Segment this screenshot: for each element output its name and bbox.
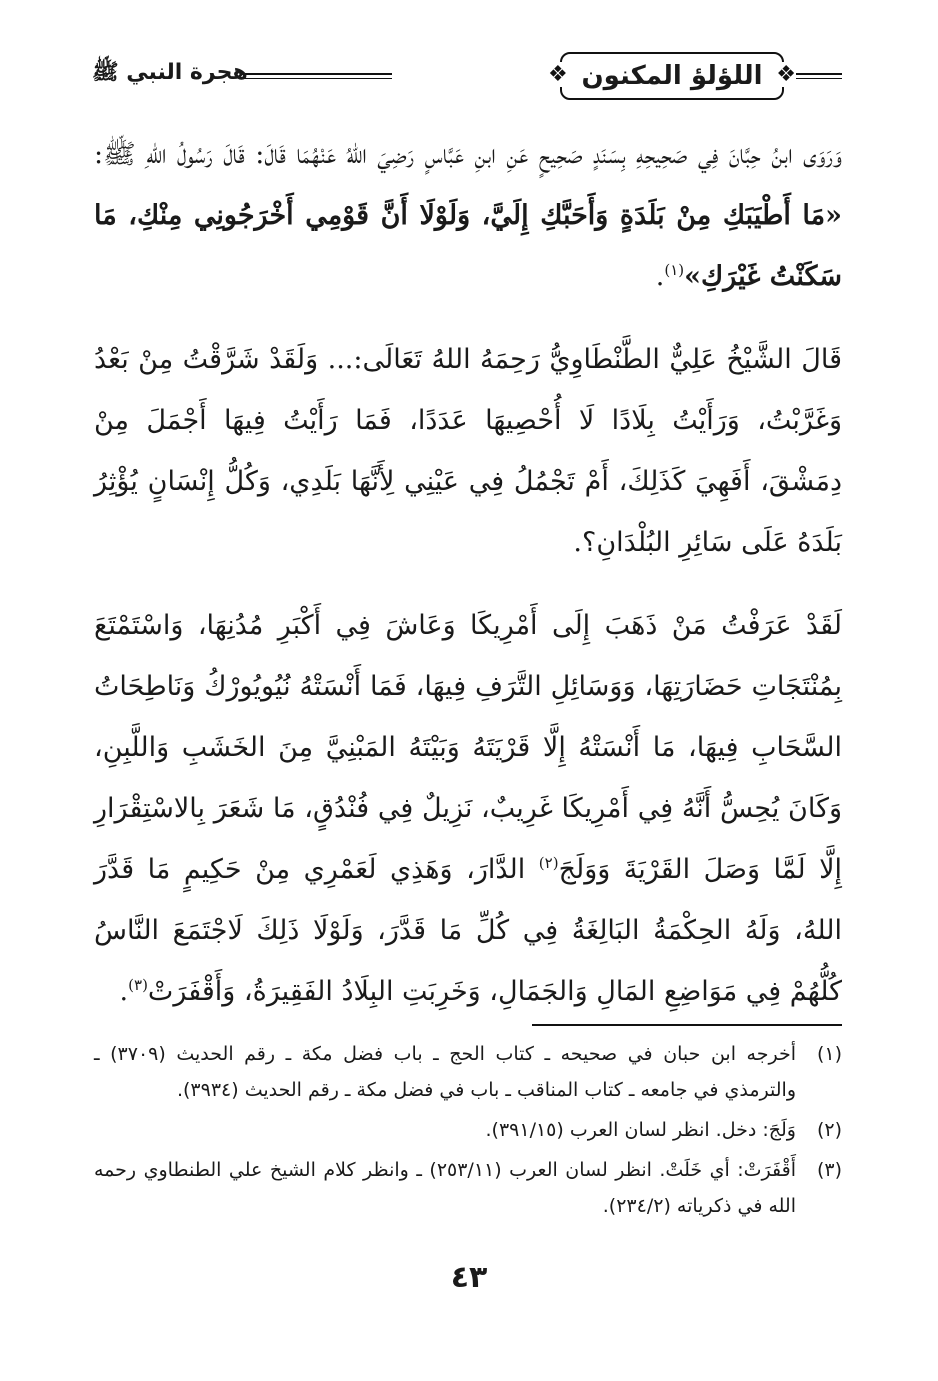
footnote-1 xyxy=(94,1036,842,1108)
book-title: ❖ اللؤلؤ المكنون xyxy=(581,61,763,91)
paragraph-1 xyxy=(94,124,842,307)
footnote-ref-2[interactable]: (٢) xyxy=(538,854,559,872)
paragraph-3 xyxy=(94,595,842,1022)
header-rule-left xyxy=(242,73,392,79)
footnote-ref-3[interactable]: (٣) xyxy=(128,976,148,994)
paragraph-2 xyxy=(94,329,842,573)
chapter-title: هجرة النبي ﷺ xyxy=(92,60,248,85)
paragraph-1-text: وَرَوَى ابنُ حِبَّانَ فِي صَحِيحِهِ بِسَنَدٍ صَحِيحٍ عَنِ ابنِ عَبَّاسٍ رَضِيَ اللهُ عَنْهُمَا قَالَ: قَالَ رَسُولُ اللهِ ﷺ: xyxy=(94,139,842,170)
footnote-text: أخرجه ابن حبان في صحيحه ـ كتاب الحج ـ باب فضل مكة ـ رقم الحديث (٣٧٠٩) ـ والترمذي في جامعه ـ كتاب المناقب ـ باب في فضل مكة ـ رقم الحديث (٣٩٣٤). xyxy=(94,1043,796,1101)
footnote-text: وَلَجَ: دخل. انظر لسان العرب (٣٩١/١٥). xyxy=(485,1119,796,1141)
page-number: ٤٣ xyxy=(450,1260,488,1295)
paragraph-2-text: قَالَ الشَّيْخُ عَلِيٌّ الطَّنْطَاوِيُّ رَحِمَهُ اللهُ تَعَالَى:... وَلَقَدْ شَرَّقْتُ مِنْ بَعْدُ وَغَرَّبْتُ، وَرَأَيْتُ بِلَادًا لَا أُحْصِيهَا عَدَدًا، فَمَا رَأَيْتُ فِيهَا أَجْمَلَ مِنْ دِمَشْقَ، أَفَهِيَ كَذَلِكَ، أَمْ تَجْمُلُ فِي عَيْنِي لِأَنَّهَا بَلَدِي، وَكُلُّ إِنْسَانٍ يُؤْثِرُ بَلَدَهُ عَلَى سَائِرِ البُلْدَانِ؟. xyxy=(94,344,842,558)
main-text xyxy=(94,124,842,1044)
hadith-quote: «مَا أَطْيَبَكِ مِنْ بَلَدَةٍ وَأَحَبَّكِ إِلَيَّ، وَلَوْلَا أَنَّ قَوْمِي أَخْرَجُونِي مِنْكِ، مَا سَكَنْتُ غَيْرَكِ» xyxy=(94,200,842,292)
footnote-2 xyxy=(94,1112,842,1148)
paragraph-3-end: . xyxy=(119,976,129,1007)
book-title-frame xyxy=(560,52,784,100)
footnotes xyxy=(94,1036,842,1228)
paragraph-3-text-b: الدَّارَ، وَهَذِي لَعَمْرِي مِنْ حَكِيمٍ مَا قَدَّرَ اللهُ، وَلَهُ الحِكْمَةُ البَالِغَةُ فِي كُلِّ مَا قَدَّرَ، وَلَوْلَا ذَلِكَ لَاجْتَمَعَ النَّاسُ كُلُّهُمْ فِي مَوَاضِعِ المَالِ وَالجَمَالِ، وَخَرِبَتِ البِلَادُ الفَقِيرَةُ، وَأَقْفَرَتْ xyxy=(94,854,842,1007)
footnote-number: (٢) xyxy=(816,1119,842,1141)
footnote-number: (٣) xyxy=(816,1159,842,1181)
footnote-3 xyxy=(94,1152,842,1224)
page-header xyxy=(92,46,842,106)
footnote-ref-1[interactable]: (١) xyxy=(664,261,685,279)
footnote-text: أَقْفَرَتْ: أي خَلَتْ. انظر لسان العرب (٢٥٣/١١) ـ وانظر كلام الشيخ علي الطنطاوي رحمه الله في ذكرياته (٢٣٤/٢). xyxy=(94,1159,797,1217)
footnote-separator xyxy=(532,1024,842,1026)
paragraph-1-end: . xyxy=(655,261,665,292)
footnote-number: (١) xyxy=(816,1043,842,1065)
paragraph-3-text-a: لَقَدْ عَرَفْتُ مَنْ ذَهَبَ إِلَى أَمْرِيكَا وَعَاشَ فِي أَكْبَرِ مُدُنِهَا، وَاسْتَمْتَعَ بِمُنْتَجَاتِ حَضَارَتِهَا، وَوَسَائِلِ التَّرَفِ فِيهَا، فَمَا أَنْسَتْهُ نُيُويُورْكُ وَنَاطِحَاتُ السَّحَابِ فِيهَا، مَا أَنْسَتْهُ إِلَّا قَرْيَتَهُ وَبَيْتَهُ المَبْنِيَّ مِنَ الخَشَبِ وَاللَّبِنِ، وَكَانَ يُحِسُّ أَنَّهُ فِي أَمْرِيكَا غَرِيبٌ، نَزِيلٌ فِي فُنْدُقٍ، مَا شَعَرَ بِالاسْتِقْرَارِ إِلَّا لَمَّا وَصَلَ القَرْيَةَ وَوَلَجَ xyxy=(94,610,843,885)
